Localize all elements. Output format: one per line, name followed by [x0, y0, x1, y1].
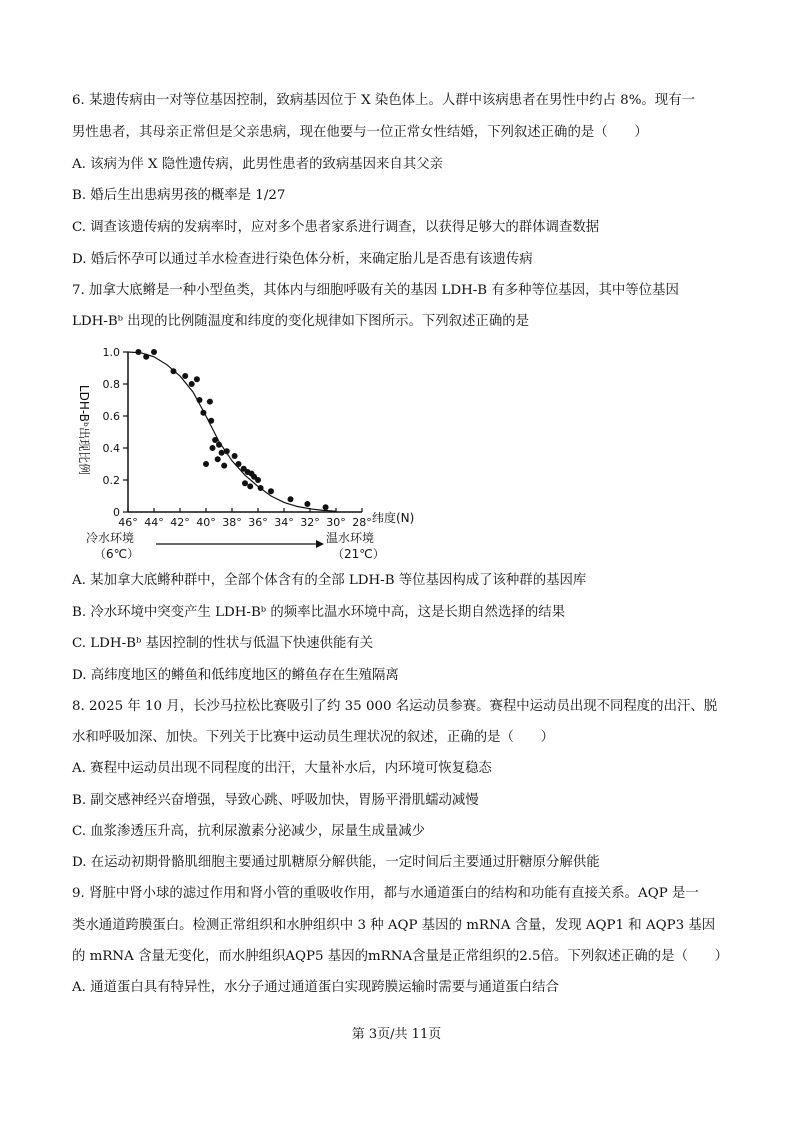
data-point — [212, 437, 218, 443]
y-axis-title-group — [77, 385, 92, 475]
data-point — [323, 504, 329, 510]
x-tick-label: 38° — [222, 516, 242, 529]
fitted-curve — [128, 352, 336, 511]
q8-option-c: C. 血浆渗透压升高，抗利尿激素分泌减少，尿量生成量减少 — [72, 824, 426, 839]
q7-stem-line2: LDH-Bᵇ 出现的比例随温度和纬度的变化规律如下图所示。下列叙述正确的是 — [72, 314, 529, 329]
q7-option-a: A. 某加拿大底鳉种群中，全部个体含有的全部 LDH-B 等位基因构成了该种群的基因库 — [72, 573, 587, 588]
data-point — [258, 485, 264, 491]
y-tick-label: 0.6 — [102, 410, 120, 423]
q9-stem-line3: 的 mRNA 含量无变化，而水肿组织AQP5 基因的mRNA含量是正常组织的2.5倍。下列叙述正确的是（ ） — [72, 949, 729, 964]
y-tick-label: 1.0 — [102, 346, 120, 359]
data-point — [200, 410, 206, 416]
data-point — [255, 477, 261, 483]
data-point — [304, 501, 310, 507]
data-point — [224, 448, 230, 454]
q6-option-c: C. 调查该遗传病的发病率时，应对多个患者家系进行调查，以获得足够大的群体调查数据 — [72, 220, 600, 235]
data-point — [189, 381, 195, 387]
data-point — [221, 463, 227, 469]
x-tick-label: 40° — [196, 516, 216, 529]
q9-stem-line2: 类水通道跨膜蛋白。检测正常组织和水肿组织中 3 种 AQP 基因的 mRNA 含量，发现 AQP1 和 AQP3 基因 — [72, 918, 716, 933]
q8-option-d: D. 在运动初期骨骼肌细胞主要通过肌糖原分解供能，一定时间后主要通过肝糖原分解供能 — [72, 855, 600, 870]
data-point — [288, 496, 294, 502]
q6-stem-line1: 6. 某遗传病由一对等位基因控制，致病基因位于 X 染色体上。人群中该病患者在男性中约占 8%。现有一 — [72, 93, 695, 108]
cold-env-label: 冷水环境 — [86, 531, 135, 545]
q7-option-d: D. 高纬度地区的鳉鱼和低纬度地区的鳉鱼存在生殖隔离 — [72, 668, 399, 683]
q8-option-b: B. 副交感神经兴奋增强，导致心跳、呼吸加快，胃肠平滑肌蠕动减慢 — [72, 793, 479, 808]
q7-option-b: B. 冷水环境中突变产生 LDH-Bᵇ 的频率比温水环境中高，这是长期自然选择的结果 — [72, 605, 565, 620]
warm-env-temp: （21℃） — [332, 547, 385, 561]
y-tick-label: 0.4 — [102, 442, 120, 455]
q7-stem-line1: 7. 加拿大底鳉是一种小型鱼类，其体内与细胞呼吸有关的基因 LDH-B 有多种等位基因，其中等位基因 — [72, 283, 679, 298]
cold-env-temp: （6℃） — [94, 547, 140, 561]
data-point — [203, 461, 209, 467]
data-point — [171, 368, 177, 374]
x-tick-label: 28° — [352, 516, 372, 529]
x-tick-label: 32° — [300, 516, 320, 529]
arrow-head — [316, 540, 324, 548]
data-point — [236, 461, 242, 467]
data-point — [208, 418, 214, 424]
data-point — [219, 450, 225, 456]
page-footer: 第 3页/共 11页 — [351, 1027, 442, 1042]
data-point — [210, 445, 216, 451]
latitude-ldhb-scatter-chart — [72, 338, 432, 574]
q6-option-a: A. 该病为伴 X 隐性遗传病，此男性患者的致病基因来自其父亲 — [72, 157, 443, 172]
data-point — [197, 397, 203, 403]
data-point — [247, 483, 253, 489]
q9-option-a: A. 通道蛋白具有特异性，水分子通过通道蛋白实现跨膜运输时需要与通道蛋白结合 — [72, 980, 559, 995]
data-point — [207, 399, 213, 405]
q9-stem-line1: 9. 肾脏中肾小球的滤过作用和肾小管的重吸收作用，都与水通道蛋白的结构和功能有直接关系。AQP 是一 — [72, 886, 699, 901]
q8-option-a: A. 赛程中运动员出现不同程度的出汗，大量补水后，内环境可恢复稳态 — [72, 761, 492, 776]
data-point — [194, 376, 200, 382]
x-tick-label: 46° — [118, 516, 138, 529]
data-point — [242, 480, 248, 486]
y-ticks — [103, 346, 129, 519]
x-axis-title: 纬度(N) — [372, 511, 415, 525]
q6-stem-line2: 男性患者，其母亲正常但是父亲患病，现在他要与一位正常女性结婚，下列叙述正确的是（ ） — [72, 125, 648, 140]
y-tick-label: 0.8 — [102, 378, 120, 391]
q6-option-b: B. 婚后生出患病男孩的概率是 1/27 — [72, 188, 286, 203]
x-tick-label: 30° — [326, 516, 346, 529]
q8-stem-line1: 8. 2025 年 10 月，长沙马拉松比赛吸引了约 35 000 名运动员参赛。赛程中运动员出现不同程度的出汗、脱 — [72, 699, 718, 714]
warm-env-label: 温水环境 — [326, 531, 375, 545]
data-points — [135, 349, 328, 510]
x-tick-label: 44° — [144, 516, 164, 529]
y-axis-title: LDH-Bᵇ出现比例 — [77, 384, 91, 476]
data-point — [216, 442, 222, 448]
x-tick-label: 42° — [170, 516, 190, 529]
data-point — [182, 373, 188, 379]
data-point — [232, 453, 238, 459]
q8-stem-line2: 水和呼吸加深、加快。下列关于比赛中运动员生理状况的叙述，正确的是（ ） — [72, 730, 555, 745]
data-point — [151, 349, 157, 355]
q7-option-c: C. LDH-Bᵇ 基因控制的性状与低温下快速供能有关 — [72, 636, 374, 651]
data-point — [268, 488, 274, 494]
q6-option-d: D. 婚后怀孕可以通过羊水检查进行染色体分析，来确定胎儿是否患有该遗传病 — [72, 252, 533, 267]
data-point — [143, 354, 149, 360]
data-point — [135, 349, 141, 355]
x-tick-label: 34° — [274, 516, 294, 529]
data-point — [215, 456, 221, 462]
y-tick-label: 0 — [113, 506, 120, 519]
y-tick-label: 0.2 — [102, 474, 120, 487]
x-tick-label: 36° — [248, 516, 268, 529]
